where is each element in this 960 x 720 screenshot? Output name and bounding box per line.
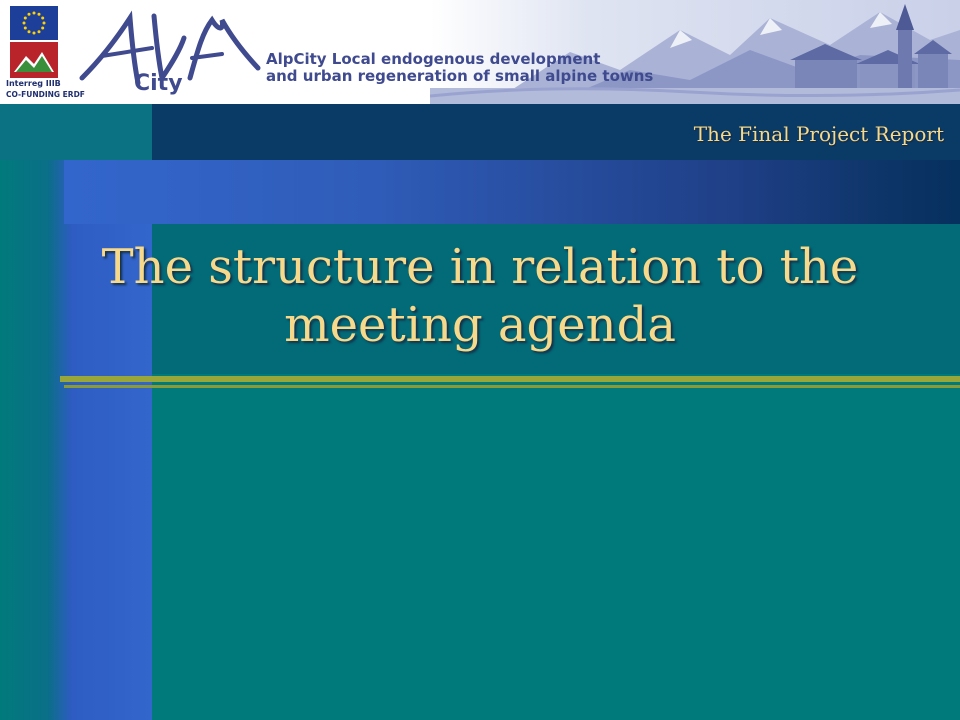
logo-city-text: City [134, 71, 183, 96]
eu-flag-icon [10, 6, 58, 40]
header-banner [0, 0, 960, 104]
left-accent-top [0, 104, 152, 160]
slide-title: The structure in relation to the meeting agenda [101, 239, 859, 353]
gradient-bar [64, 160, 960, 224]
cofunding-label: CO-FUNDING ERDF [6, 90, 85, 99]
header-tagline-line1: AlpCity Local endogenous development [266, 50, 601, 68]
header-tagline-line2: and urban regeneration of small alpine towns [266, 67, 654, 85]
slide-content-area [152, 392, 960, 720]
title-underline-thin [64, 385, 960, 388]
interreg-label: Interreg IIIB [6, 79, 61, 88]
alpine-space-logo-icon [10, 42, 58, 78]
report-label: The Final Project Report [693, 122, 944, 146]
alpcity-logo-icon [72, 8, 262, 96]
funding-logos [6, 4, 85, 99]
title-underline-thick [60, 376, 960, 382]
